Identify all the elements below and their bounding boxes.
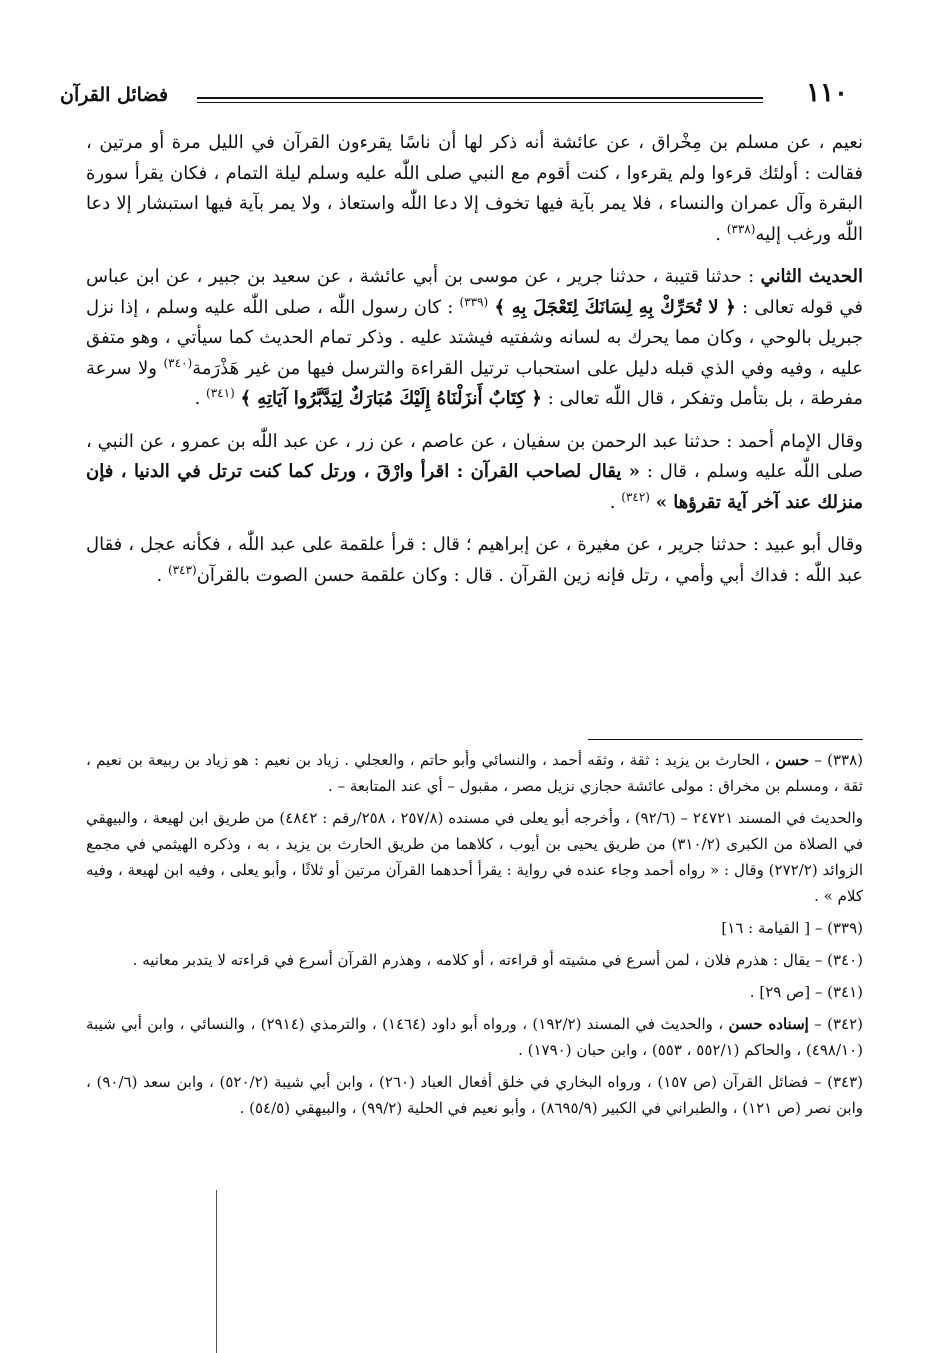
section-heading: الحديث الثاني <box>760 266 863 287</box>
footnote-342: (٣٤٢) – إسناده حسن ، والحديث في المسند (١٩٢/٢) ، ورواه أبو داود (١٤٦٤) ، والترمذي (٢٩١٤) ، والنسائي ، وابن أبي شيبة (٤٩٨/١٠) ، والحاكم (٥٥٢/١ ، ٥٥٣) ، وابن حبان (١٧٩٠) . <box>86 1015 863 1059</box>
paragraph-1: نعيم ، عن مسلم بن مِخْراق ، عن عائشة أنه ذكر لها أن ناسًا يقرءون القرآن في الليل مرة أو مرتين ، فقالت : أولئك قرءوا ولم يقرءوا ، كنت أقوم مع النبي صلى اللّٰه عليه وسلم ليلة التمام ، فكان يقرأ سورة البقرة وآل عمران والنساء ، فلا يمر بآية فيها تخوف إلا دعا اللّٰه واستعاذ ، ولا يمر بآية فيها استبشار إلا دعا اللّٰه ورغب إليه$^{(٣٣٨)}$ . <box>86 132 863 245</box>
footnote-338-continued: والحديث في المسند ٢٤٧٢١ – (٩٢/٦) ، وأخرجه أبو يعلى في مسنده (٢٥٧/٨ ، ٢٥٨/رقم : ٤٨٤٢) من طريق ابن لهيعة ، والبيهقي في الصلاة من الكبرى (٣١٠/٢) من طريق يحيى بن أيوب ، كلاهما من طريق الحارث بن يزيد ، به ، وذكره الهيثمي في مجمع الزوائد (٢٧٢/٢) وقال : « رواه أحمد وجاء عنده في رواية : يقرأ أحدهما القرآن مرتين أو ثلاثًا ، وأبو يعلى ، وفيه ابن لهيعة ، وفيه كلام » . <box>86 809 864 905</box>
hadith-text: « يقال لصاحب القرآن : اقرأ وارْقَ ، ورتل كما كنت ترتل في الدنيا ، فإن منزلك عند آخر آية تقرؤها » <box>86 461 863 513</box>
footnote-ref-338[interactable]: (٣٣٨) <box>726 221 756 236</box>
footnote-343: (٣٤٣) – فضائل القرآن (ص ١٥٧) ، ورواه البخاري في خلق أفعال العباد (٢٦٠) ، وابن أبي شيبة (٥٢٠/٢) ، وابن سعد (٩٠/٦) ، وابن نصر (ص ١٢١) ، والطبراني في الكبير (٨٦٩٥/٩) ، وأبو نعيم في الحلية (٩٩/٢) ، والبيهقي (٥٤/٥) . <box>86 1073 863 1117</box>
page-header <box>60 78 848 112</box>
header-rule <box>197 97 763 103</box>
running-title: فضائل القرآن <box>60 84 169 106</box>
footnotes <box>86 747 863 1127</box>
footnote-ref-343[interactable]: (٣٤٣) <box>167 562 197 577</box>
paragraph-2: الحديث الثاني : حدثنا قتيبة ، حدثنا جرير ، عن موسى بن أبي عائشة ، عن سعيد بن جبير ، عن ابن عباس في قوله تعالى : ﴿ لا تُحَرِّكْ بِهِ لِسَانَكَ لِتَعْجَلَ بِهِ ﴾ $^{(٣٣٩)}$ : كان رسول اللّٰه ، صلى اللّٰه عليه وسلم ، إذا نزل جبريل بالوحي ، وكان مما يحرك به لسانه وشفتيه فيشتد عليه . وذكر تمام الحديث كما سيأتي ، وهو متفق عليه ، وفيه وفي الذي قبله دليل على استحباب ترتيل القراءة والترسل فيها من غير هَذْرَمة$^{(٣٤٠)}$ ولا سرعة مفرطة ، بل بتأمل وتفكر ، قال اللّٰه تعالى : ﴿ كِتَابٌ أَنزَلْنَاهُ إِلَيْكَ مُبَارَكٌ لِيَدَّبَّرُوا آيَاتِهِ ﴾ $^{(٣٤١)}$ . <box>86 266 864 409</box>
main-text <box>86 128 863 603</box>
quran-verse: ﴿ كِتَابٌ أَنزَلْنَاهُ إِلَيْكَ مُبَارَكٌ لِيَدَّبَّرُوا آيَاتِهِ ﴾ <box>240 388 542 409</box>
footnote-339: (٣٣٩) – [ القيامة : ١٦] <box>721 919 863 937</box>
scan-artifact-line <box>216 1190 217 1353</box>
footnote-separator <box>588 739 863 740</box>
footnote-341: (٣٤١) – [ص ٢٩] . <box>749 983 863 1001</box>
page-number: ١١٠ <box>806 78 848 108</box>
paragraph-3: وقال الإمام أحمد : حدثنا عبد الرحمن بن سفيان ، عن عاصم ، عن زر ، عن عبد اللّٰه بن عمرو ، عن النبي ، صلى اللّٰه عليه وسلم ، قال : « يقال لصاحب القرآن : اقرأ وارْقَ ، ورتل كما كنت ترتل في الدنيا ، فإن منزلك عند آخر آية تقرؤها » $^{(٣٤٢)}$ . <box>86 430 863 513</box>
paragraph-4: وقال أبو عبيد : حدثنا جرير ، عن مغيرة ، عن إبراهيم ؛ قال : قرأ علقمة على عبد اللّٰه ، فكأنه عجل ، فقال عبد اللّٰه : فداك أبي وأمي ، رتل فإنه زين القرآن . قال : وكان علقمة حسن الصوت بالقرآن$^{(٣٤٣)}$ . <box>86 534 863 586</box>
footnote-340: (٣٤٠) – يقال : هذرم فلان ، لمن أسرع في مشيته أو قراءته ، أو كلامه ، وهذرم القرآن أسرع في قراءته لا يتدبر معانيه . <box>132 951 863 969</box>
quran-verse: ﴿ لا تُحَرِّكْ بِهِ لِسَانَكَ لِتَعْجَلَ بِهِ ﴾ <box>494 296 736 318</box>
footnote-ref-342[interactable]: (٣٤٢) <box>621 489 650 504</box>
footnote-ref-340[interactable]: (٣٤٠) <box>163 355 193 370</box>
footnote-ref-339[interactable]: (٣٣٩) <box>459 294 489 309</box>
footnote-338: (٣٣٨) – حسن ، الحارث بن يزيد : ثقة ، وثقه أحمد ، والنسائي وأبو حاتم ، والعجلي . زياد بن نعيم : هو زياد بن ربيعة بن نعيم ، ثقة ، ومسلم بن مخراق : مولى عائشة حجازي نزيل مصر ، مقبول – أي عند المتابعة – . <box>86 751 864 795</box>
footnote-ref-341[interactable]: (٣٤١) <box>206 386 235 400</box>
